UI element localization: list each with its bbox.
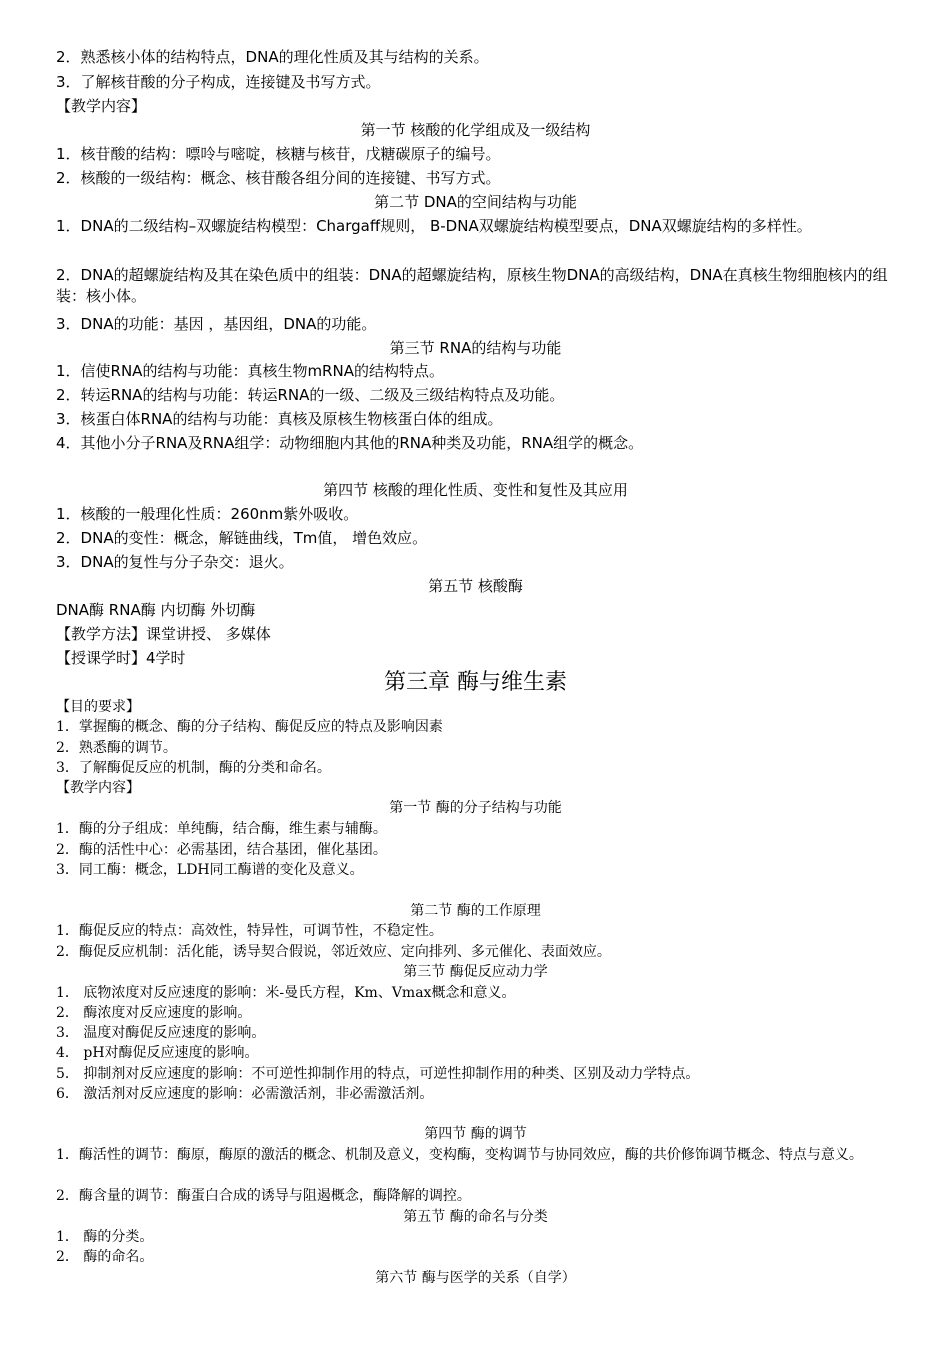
goals-heading: 【目的要求】 [56, 699, 140, 715]
section-title: 第三节 酶促反应动力学 [403, 964, 548, 980]
section-title: 第四节 酶的调节 [424, 1126, 527, 1142]
list-item: 3．同工酶：概念，LDH同工酶谱的变化及意义。 [56, 862, 364, 878]
list-item: 3．DNA的复性与分子杂交：退火。 [56, 553, 294, 571]
section-title: 第三节 RNA的结构与功能 [389, 339, 562, 357]
section-title: 第二节 DNA的空间结构与功能 [374, 193, 577, 211]
list-item: 3． 温度对酶促反应速度的影响。 [56, 1025, 266, 1041]
list-item: 1． 酶的分类。 [56, 1229, 154, 1245]
list-item: 2．酶的活性中心：必需基团，结合基团，催化基团。 [56, 842, 387, 858]
list-item: 2．酶含量的调节：酶蛋白合成的诱导与阻遏概念，酶降解的调控。 [56, 1188, 471, 1204]
list-item: 2．酶促反应机制：活化能，诱导契合假说，邻近效应、定向排列、多元催化、表面效应。 [56, 944, 611, 960]
objective-line-2: 2．熟悉核小体的结构特点，DNA的理化性质及其与结构的关系。 [56, 48, 489, 66]
section-title: 第六节 酶与医学的关系（自学） [375, 1270, 576, 1286]
list-item: 6． 激活剂对反应速度的影响：必需激活剂，非必需激活剂。 [56, 1086, 434, 1102]
goal-item: 3．了解酶促反应的机制，酶的分类和命名。 [56, 760, 331, 776]
section-title: 第五节 核酸酶 [428, 577, 523, 595]
goal-item: 2．熟悉酶的调节。 [56, 740, 177, 756]
list-item: 1．酶活性的调节：酶原，酶原的激活的概念、机制及意义，变构酶，变构调节与协同效应，酶的共价修饰调节概念、特点与意义。 [56, 1147, 863, 1163]
list-item: 1．信使RNA的结构与功能：真核生物mRNA的结构特点。 [56, 362, 444, 380]
list-item: 3．DNA的功能：基因 ，基因组，DNA的功能。 [56, 315, 377, 333]
teaching-method: 【教学方法】课堂讲授、 多媒体 [56, 625, 271, 643]
list-item: 1．酶促反应的特点：高效性，特异性，可调节性，不稳定性。 [56, 923, 443, 939]
teaching-content-heading: 【教学内容】 [56, 780, 140, 796]
list-item: 2． 酶浓度对反应速度的影响。 [56, 1005, 252, 1021]
objective-line-3: 3．了解核苷酸的分子构成，连接键及书写方式。 [56, 73, 381, 91]
list-item: 1．核酸的一般理化性质：260nm紫外吸收。 [56, 505, 359, 523]
list-item: 1．DNA的二级结构–双螺旋结构模型：Chargaff规则， B-DNA双螺旋结构模型要点，DNA双螺旋结构的多样性。 [56, 217, 812, 235]
list-item: 2．DNA的变性：概念，解链曲线，Tm值， 增色效应。 [56, 529, 428, 547]
list-item: 2．DNA的超螺旋结构及其在染色质中的组装：DNA的超螺旋结构，原核生物DNA的高级结构，DNA在真核生物细胞核内的组装：核小体。 [56, 266, 888, 305]
section-title: 第五节 酶的命名与分类 [403, 1209, 548, 1225]
list-item: 2． 酶的命名。 [56, 1249, 154, 1265]
goal-item: 1．掌握酶的概念、酶的分子结构、酶促反应的特点及影响因素 [56, 719, 443, 735]
list-item: 2．核酸的一级结构：概念、核苷酸各组分间的连接键、书写方式。 [56, 169, 501, 187]
teaching-content-heading: 【教学内容】 [56, 97, 147, 115]
chapter-title: 第三章 酶与维生素 [384, 670, 567, 695]
section-title: 第一节 酶的分子结构与功能 [389, 800, 562, 816]
section-title: 第一节 核酸的化学组成及一级结构 [360, 121, 591, 139]
section-title: 第四节 核酸的理化性质、变性和复性及其应用 [323, 481, 628, 499]
list-item: 3．核蛋白体RNA的结构与功能：真核及原核生物核蛋白体的组成。 [56, 410, 503, 428]
teaching-hours: 【授课学时】4学时 [56, 649, 186, 667]
list-item: 1．核苷酸的结构：嘌呤与嘧啶，核糖与核苷，戊糖碳原子的编号。 [56, 145, 501, 163]
list-item: 2．转运RNA的结构与功能：转运RNA的一级、二级及三级结构特点及功能。 [56, 386, 565, 404]
list-item: 1． 底物浓度对反应速度的影响：米-曼氏方程，Km、Vmax概念和意义。 [56, 985, 516, 1001]
list-item: DNA酶 RNA酶 内切酶 外切酶 [56, 601, 256, 619]
list-item: 4． pH对酶促反应速度的影响。 [56, 1045, 259, 1061]
section-title: 第二节 酶的工作原理 [410, 903, 541, 919]
list-item: 5． 抑制剂对反应速度的影响：不可逆性抑制作用的特点，可逆性抑制作用的种类、区别及动力学特点。 [56, 1066, 700, 1082]
list-item: 1．酶的分子组成：单纯酶，结合酶，维生素与辅酶。 [56, 821, 387, 837]
list-item: 4．其他小分子RNA及RNA组学：动物细胞内其他的RNA种类及功能，RNA组学的概念。 [56, 434, 644, 452]
